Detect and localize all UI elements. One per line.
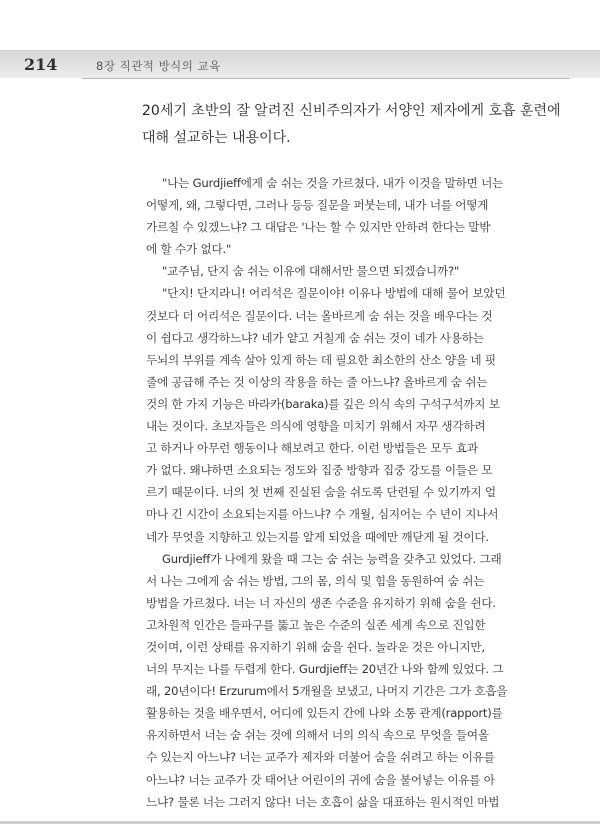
text-line: 르기 때문이다. 너의 첫 번째 진실된 숨을 쉬도록 단련될 수 있기까지 얼 xyxy=(146,485,496,500)
intro-paragraph xyxy=(142,98,561,152)
text-line: 마나 긴 시간이 소요되는지를 아느냐? 수 개월, 심지어는 수 년이 지나서 xyxy=(146,507,499,522)
text-line: 어떻게, 왜, 그렇다면, 그러나 등등 질문을 퍼붓는데, 내가 너를 어떻게 xyxy=(146,198,489,213)
header-divider xyxy=(82,78,570,79)
text-line: Gurdjieff가 나에게 왔을 때 그는 숨 쉬는 능력을 갖추고 있었다. 그래 xyxy=(162,551,502,566)
text-line: 수 있는지 아느냐? 너는 교주가 제자와 더불어 숨을 쉬려고 하는 이유를 xyxy=(146,750,495,765)
text-line: 래, 20년이다! Erzurum에서 5개월을 보냈고, 나머지 기간은 그가 호흡을 xyxy=(146,684,508,699)
quoted-passage xyxy=(146,172,541,813)
text-line: 두뇌의 부위를 계속 살아 있게 하는 데 필요한 최소한의 산소 양을 네 핏 xyxy=(146,352,496,367)
text-line: 고차원적 인간은 들파구를 뚫고 높은 수준의 실존 세계 속으로 진입한 xyxy=(146,617,486,632)
text-line: 서 나는 그에게 숨 쉬는 방법, 그의 몸, 의식 및 힘을 동원하여 숨 쉬는 xyxy=(146,573,485,588)
text-line: 가르칠 수 있겠느냐? 그 대답은 '나는 할 수 있지만 안하려 한다는 말밖 xyxy=(146,220,491,235)
intro-line: 20세기 초반의 잘 알려진 신비주의자가 서양인 제자에게 호흡 훈련에 xyxy=(142,103,561,119)
text-line: 것이며, 이런 상태를 유지하기 위해 숨을 쉰다. 놀라운 것은 아니지만, xyxy=(146,639,485,654)
text-line: 것보다 더 어리석은 질문이다. 너는 올바르게 숨 쉬는 것을 배우다는 것 xyxy=(146,308,493,323)
text-line: "나는 Gurdjieff에게 숨 쉬는 것을 가르쳤다. 내가 이것을 말하면 너는 xyxy=(162,176,504,190)
text-line: 이 쉽다고 생각하느냐? 네가 얕고 거칠게 숨 쉬는 것이 네가 사용하는 xyxy=(146,330,484,345)
intro-line: 대해 설교하는 내용이다. xyxy=(142,130,291,146)
text-line: 줄에 공급해 주는 것 이상의 작용을 하는 줄 아느냐? 올바르게 숨 쉬는 xyxy=(146,374,488,389)
text-line: 고 하거나 아무런 행동이나 해보려고 한다. 이런 방법들은 모두 효과 xyxy=(146,441,478,456)
header-band xyxy=(0,50,600,78)
text-line: 것의 한 가지 기능은 바라카(baraka)를 깊은 의식 속의 구석구석까지 보 xyxy=(146,396,500,411)
text-line: 느냐? 물론 너는 그러지 않다! 너는 호흡이 삶을 대표하는 원시적인 마법 xyxy=(146,794,500,809)
text-line: 활용하는 것을 배우면서, 어디에 있든지 간에 나와 소통 관계(rapport)를 xyxy=(146,706,503,721)
text-line: 방법을 가르쳤다. 너는 너 자신의 생존 수준을 유지하기 위해 숨을 쉰다. xyxy=(146,595,496,610)
text-line: 에 할 수가 없다." xyxy=(146,242,232,257)
text-line: 유지하면서 너는 숨 쉬는 것에 의해서 너의 의식 속으로 무엇을 들여올 xyxy=(146,728,489,743)
page-number: 214 xyxy=(24,55,58,74)
text-line: "단지! 단지라니! 어리석은 질문이야! 이유나 방법에 대해 물어 보았던 xyxy=(162,286,506,301)
text-line: 아느냐? 너는 교주가 갓 태어난 어린이의 귀에 숨을 불어넣는 이유를 아 xyxy=(146,772,495,787)
chapter-title: 8장 직관적 방식의 교육 xyxy=(96,59,221,73)
text-line: 가 없다. 왜냐하면 소요되는 정도와 집중 방향과 집중 강도를 이들은 모 xyxy=(146,463,493,478)
text-line: 너의 무지는 나를 두렵게 한다. Gurdjieff는 20년간 나와 함께 있었다. 그 xyxy=(146,662,504,677)
text-line: 내는 것이다. 초보자들은 의식에 영향을 미치기 위해서 자꾸 생각하려 xyxy=(146,419,486,434)
text-line: "교주님, 단지 숨 쉬는 이유에 대해서만 물으면 되겠습니까?" xyxy=(162,264,460,279)
text-line: 네가 무엇을 지향하고 있는지를 알게 되었을 때에만 깨닫게 될 것이다. xyxy=(146,529,489,544)
